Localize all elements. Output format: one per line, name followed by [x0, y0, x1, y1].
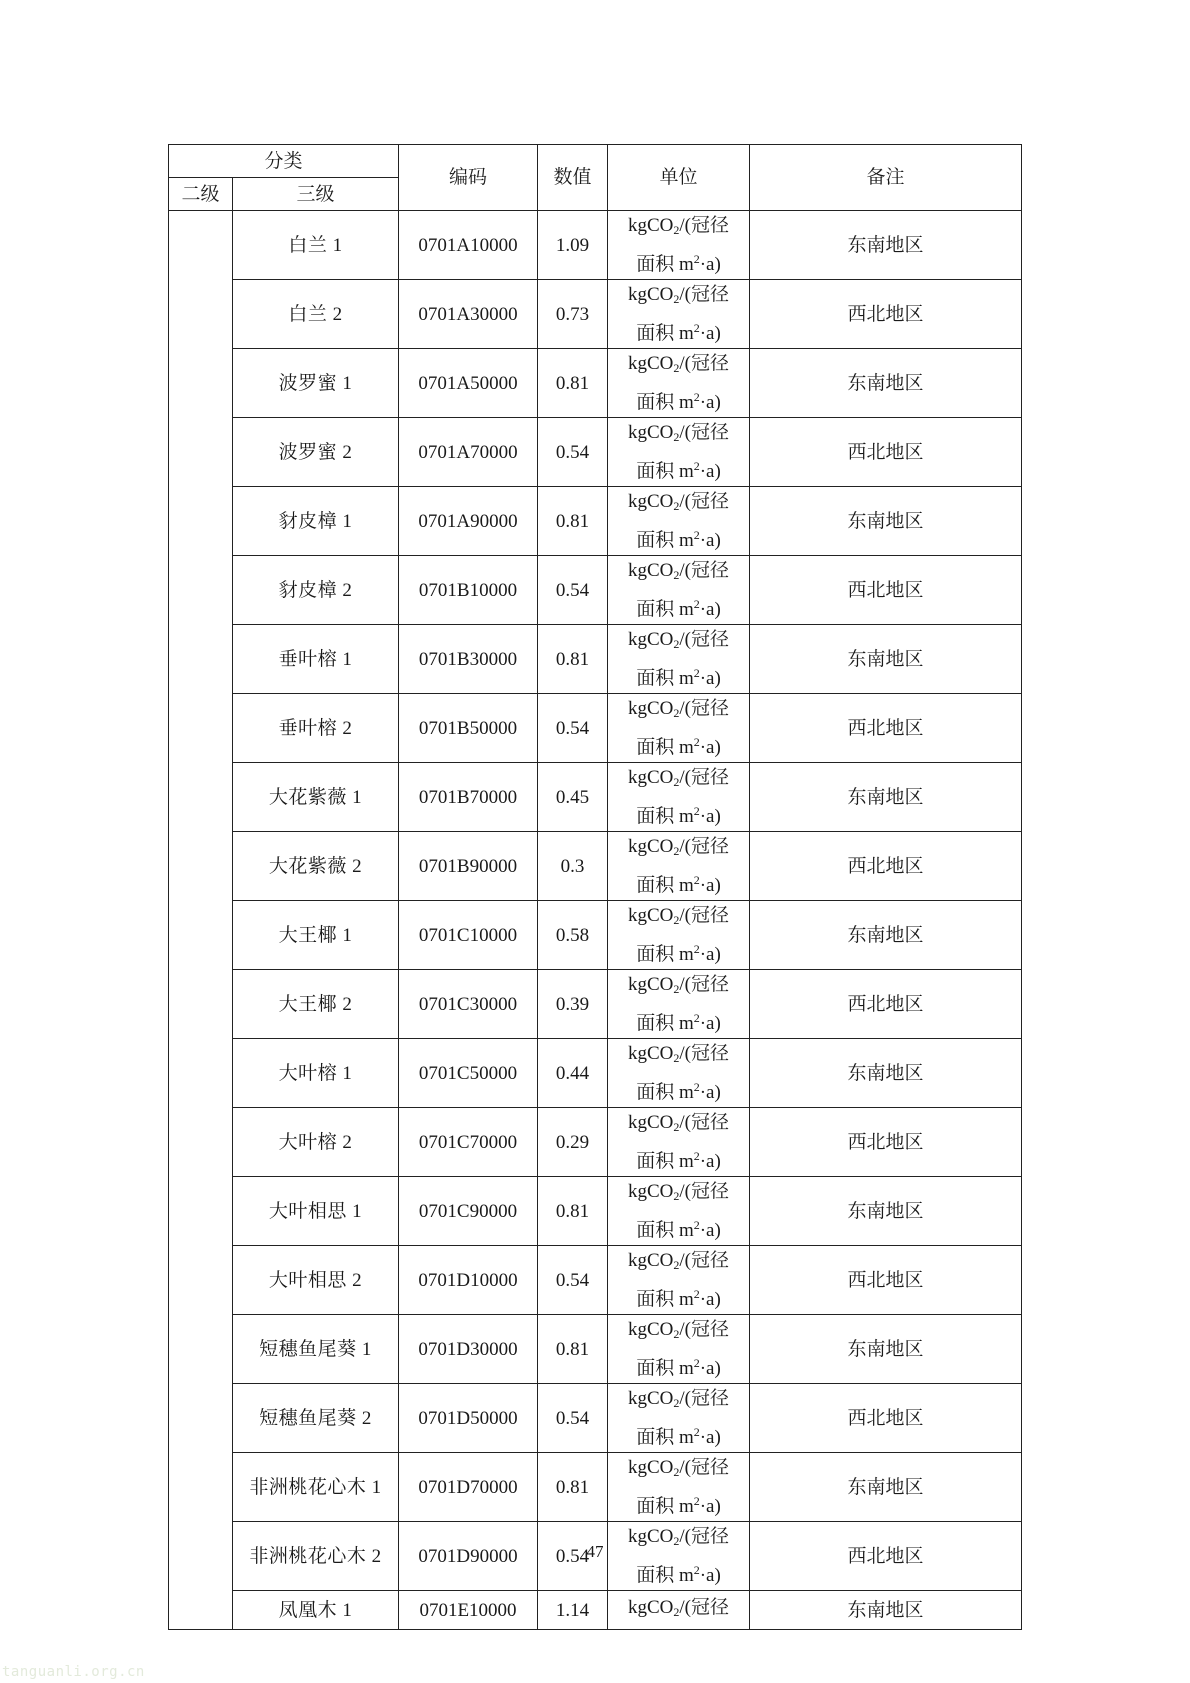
- unit-line-2: [608, 797, 749, 831]
- value-cell: 0.44: [538, 1039, 608, 1108]
- unit-line-2: [608, 1280, 749, 1314]
- unit-line-2: [608, 383, 749, 417]
- unit-line-2: [608, 1349, 749, 1383]
- value-cell: 0.29: [538, 1108, 608, 1177]
- note-cell: 东南地区: [750, 1039, 1022, 1108]
- code-cell: 0701C50000: [399, 1039, 538, 1108]
- unit-line-1: [608, 1108, 749, 1142]
- value-cell: 0.39: [538, 970, 608, 1039]
- unit-text: kgCO: [628, 974, 674, 995]
- unit-superscript: 2: [693, 390, 700, 404]
- unit-cell: [608, 763, 750, 832]
- unit-line-1: [608, 1039, 749, 1073]
- value-cell: 0.81: [538, 625, 608, 694]
- unit-line-1: [608, 1593, 749, 1627]
- unit-cell: [608, 1591, 750, 1630]
- unit-cell: [608, 970, 750, 1039]
- unit-subscript: 2: [673, 706, 680, 720]
- species-name-cell: 大叶榕 2: [233, 1108, 399, 1177]
- unit-text: kgCO: [628, 698, 674, 719]
- unit-subscript: 2: [673, 499, 680, 513]
- note-cell: 西北地区: [750, 694, 1022, 763]
- unit-text: /(冠径: [679, 353, 730, 374]
- unit-superscript: 2: [693, 597, 700, 611]
- unit-line-1: [608, 625, 749, 659]
- species-name-cell: 大叶相思 2: [233, 1246, 399, 1315]
- unit-line-1: [608, 901, 749, 935]
- unit-line-1: [608, 1384, 749, 1418]
- note-cell: 西北地区: [750, 1246, 1022, 1315]
- table-body: [169, 211, 1022, 1630]
- unit-subscript: 2: [673, 1534, 680, 1548]
- unit-text: kgCO: [628, 1181, 674, 1202]
- unit-line-2: [608, 1487, 749, 1521]
- code-cell: 0701C70000: [399, 1108, 538, 1177]
- unit-text: 面积 m: [636, 323, 694, 344]
- unit-line-1: [608, 1453, 749, 1487]
- table-row: [169, 487, 1022, 556]
- unit-text: kgCO: [628, 353, 674, 374]
- unit-subscript: 2: [673, 844, 680, 858]
- unit-cell: [608, 280, 750, 349]
- header-value: 数值: [538, 145, 608, 211]
- unit-line-2: [608, 314, 749, 348]
- unit-text: kgCO: [628, 1043, 674, 1064]
- unit-cell: [608, 418, 750, 487]
- unit-text: /(冠径: [679, 1319, 730, 1340]
- unit-line-1: [608, 1315, 749, 1349]
- unit-text: /(冠径: [679, 1250, 730, 1271]
- header-category: 分类: [169, 145, 399, 178]
- value-cell: 0.58: [538, 901, 608, 970]
- unit-superscript: 2: [693, 873, 700, 887]
- note-cell: 东南地区: [750, 211, 1022, 280]
- unit-cell: [608, 832, 750, 901]
- code-cell: 0701B10000: [399, 556, 538, 625]
- unit-text: kgCO: [628, 905, 674, 926]
- unit-text: 面积 m: [636, 875, 694, 896]
- unit-text: /(冠径: [679, 1526, 730, 1547]
- unit-text: 面积 m: [636, 1427, 694, 1448]
- unit-text: kgCO: [628, 1597, 674, 1618]
- unit-text: ·a): [699, 1565, 721, 1586]
- unit-line-1: [608, 970, 749, 1004]
- unit-line-2: [608, 1004, 749, 1038]
- species-name-cell: 波罗蜜 2: [233, 418, 399, 487]
- table-row: [169, 556, 1022, 625]
- unit-superscript: 2: [693, 1563, 700, 1577]
- unit-cell: [608, 1453, 750, 1522]
- unit-line-1: [608, 1246, 749, 1280]
- value-cell: 1.09: [538, 211, 608, 280]
- value-cell: 0.54: [538, 418, 608, 487]
- unit-text: ·a): [699, 668, 721, 689]
- unit-text: /(冠径: [679, 836, 730, 857]
- species-name-cell: 短穗鱼尾葵 1: [233, 1315, 399, 1384]
- value-cell: 0.54: [538, 694, 608, 763]
- unit-subscript: 2: [673, 1327, 680, 1341]
- unit-text: /(冠径: [679, 905, 730, 926]
- unit-text: /(冠径: [679, 974, 730, 995]
- unit-superscript: 2: [693, 528, 700, 542]
- unit-text: 面积 m: [636, 737, 694, 758]
- unit-line-2: [608, 452, 749, 486]
- unit-text: 面积 m: [636, 1358, 694, 1379]
- table-row: [169, 349, 1022, 418]
- unit-line-2: [608, 590, 749, 624]
- unit-text: ·a): [699, 392, 721, 413]
- unit-line-1: [608, 418, 749, 452]
- unit-text: /(冠径: [679, 1181, 730, 1202]
- species-name-cell: 非洲桃花心木 1: [233, 1453, 399, 1522]
- unit-subscript: 2: [673, 913, 680, 927]
- table-row: [169, 1246, 1022, 1315]
- unit-line-2: [608, 1418, 749, 1452]
- table-row: [169, 694, 1022, 763]
- unit-text: kgCO: [628, 422, 674, 443]
- unit-line-1: [608, 349, 749, 383]
- header-row-1: [169, 145, 1022, 178]
- unit-cell: [608, 556, 750, 625]
- unit-text: ·a): [699, 1013, 721, 1034]
- unit-text: /(冠径: [679, 1597, 730, 1618]
- unit-cell: [608, 1315, 750, 1384]
- note-cell: 西北地区: [750, 280, 1022, 349]
- unit-subscript: 2: [673, 292, 680, 306]
- unit-text: ·a): [699, 1358, 721, 1379]
- unit-superscript: 2: [693, 459, 700, 473]
- table-row: [169, 1453, 1022, 1522]
- note-cell: 东南地区: [750, 1453, 1022, 1522]
- unit-text: kgCO: [628, 1457, 674, 1478]
- unit-line-2: [608, 659, 749, 693]
- table-row: [169, 901, 1022, 970]
- unit-text: 面积 m: [636, 1151, 694, 1172]
- note-cell: 东南地区: [750, 1177, 1022, 1246]
- unit-cell: [608, 1108, 750, 1177]
- unit-text: kgCO: [628, 1250, 674, 1271]
- unit-subscript: 2: [673, 1465, 680, 1479]
- value-cell: 0.81: [538, 1177, 608, 1246]
- unit-cell: [608, 211, 750, 280]
- code-cell: 0701A90000: [399, 487, 538, 556]
- unit-superscript: 2: [693, 1080, 700, 1094]
- unit-text: 面积 m: [636, 254, 694, 275]
- note-cell: 西北地区: [750, 1522, 1022, 1591]
- header-level2: 二级: [169, 178, 233, 211]
- table-row: [169, 1039, 1022, 1108]
- value-cell: 0.54: [538, 1522, 608, 1591]
- unit-text: /(冠径: [679, 1388, 730, 1409]
- code-cell: 0701B70000: [399, 763, 538, 832]
- table-row: [169, 970, 1022, 1039]
- unit-cell: [608, 694, 750, 763]
- unit-line-1: [608, 211, 749, 245]
- unit-text: /(冠径: [679, 629, 730, 650]
- unit-text: kgCO: [628, 1526, 674, 1547]
- unit-text: kgCO: [628, 836, 674, 857]
- value-cell: 1.14: [538, 1591, 608, 1630]
- unit-text: /(冠径: [679, 491, 730, 512]
- note-cell: 西北地区: [750, 1384, 1022, 1453]
- unit-superscript: 2: [693, 1425, 700, 1439]
- table-row: [169, 1177, 1022, 1246]
- code-cell: 0701A70000: [399, 418, 538, 487]
- note-cell: 西北地区: [750, 1108, 1022, 1177]
- unit-text: /(冠径: [679, 698, 730, 719]
- unit-line-2: [608, 935, 749, 969]
- unit-text: 面积 m: [636, 599, 694, 620]
- unit-text: ·a): [699, 1082, 721, 1103]
- value-cell: 0.45: [538, 763, 608, 832]
- code-cell: 0701C90000: [399, 1177, 538, 1246]
- unit-text: ·a): [699, 461, 721, 482]
- note-cell: 东南地区: [750, 1591, 1022, 1630]
- code-cell: 0701B90000: [399, 832, 538, 901]
- unit-text: 面积 m: [636, 1565, 694, 1586]
- unit-subscript: 2: [673, 430, 680, 444]
- unit-text: ·a): [699, 1220, 721, 1241]
- value-cell: 0.54: [538, 1246, 608, 1315]
- value-cell: 0.81: [538, 1453, 608, 1522]
- unit-superscript: 2: [693, 1356, 700, 1370]
- note-cell: 西北地区: [750, 970, 1022, 1039]
- species-name-cell: 凤凰木 1: [233, 1591, 399, 1630]
- unit-superscript: 2: [693, 1149, 700, 1163]
- code-cell: 0701B50000: [399, 694, 538, 763]
- unit-line-2: [608, 245, 749, 279]
- unit-text: ·a): [699, 1151, 721, 1172]
- header-level3: 三级: [233, 178, 399, 211]
- species-name-cell: 豺皮樟 2: [233, 556, 399, 625]
- unit-text: 面积 m: [636, 461, 694, 482]
- note-cell: 西北地区: [750, 418, 1022, 487]
- unit-superscript: 2: [693, 1287, 700, 1301]
- species-name-cell: 波罗蜜 1: [233, 349, 399, 418]
- unit-line-1: [608, 1177, 749, 1211]
- page-number: 47: [586, 1542, 604, 1561]
- table-row: [169, 1315, 1022, 1384]
- unit-text: ·a): [699, 599, 721, 620]
- note-cell: 东南地区: [750, 763, 1022, 832]
- unit-text: ·a): [699, 1496, 721, 1517]
- value-cell: 0.54: [538, 556, 608, 625]
- unit-line-1: [608, 556, 749, 590]
- unit-superscript: 2: [693, 735, 700, 749]
- unit-line-1: [608, 280, 749, 314]
- unit-line-1: [608, 694, 749, 728]
- unit-line-2: [608, 1142, 749, 1176]
- unit-superscript: 2: [693, 252, 700, 266]
- unit-subscript: 2: [673, 1258, 680, 1272]
- unit-text: /(冠径: [679, 560, 730, 581]
- species-name-cell: 大王椰 2: [233, 970, 399, 1039]
- unit-text: ·a): [699, 875, 721, 896]
- unit-subscript: 2: [673, 1396, 680, 1410]
- species-name-cell: 大花紫薇 2: [233, 832, 399, 901]
- value-cell: 0.81: [538, 349, 608, 418]
- code-cell: 0701D70000: [399, 1453, 538, 1522]
- value-cell: 0.54: [538, 1384, 608, 1453]
- unit-text: ·a): [699, 1427, 721, 1448]
- note-cell: 东南地区: [750, 625, 1022, 694]
- watermark: tanguanli.org.cn: [2, 1664, 145, 1680]
- note-cell: 东南地区: [750, 1315, 1022, 1384]
- note-cell: 东南地区: [750, 901, 1022, 970]
- species-name-cell: 白兰 1: [233, 211, 399, 280]
- species-name-cell: 大叶相思 1: [233, 1177, 399, 1246]
- species-name-cell: 垂叶榕 1: [233, 625, 399, 694]
- unit-text: kgCO: [628, 560, 674, 581]
- species-name-cell: 非洲桃花心木 2: [233, 1522, 399, 1591]
- species-name-cell: 豺皮樟 1: [233, 487, 399, 556]
- unit-text: 面积 m: [636, 668, 694, 689]
- code-cell: 0701A10000: [399, 211, 538, 280]
- unit-subscript: 2: [673, 223, 680, 237]
- unit-subscript: 2: [673, 637, 680, 651]
- unit-text: kgCO: [628, 491, 674, 512]
- value-cell: 0.3: [538, 832, 608, 901]
- unit-text: kgCO: [628, 1319, 674, 1340]
- unit-text: 面积 m: [636, 1496, 694, 1517]
- unit-subscript: 2: [673, 361, 680, 375]
- unit-superscript: 2: [693, 1218, 700, 1232]
- unit-text: 面积 m: [636, 944, 694, 965]
- header-note: 备注: [750, 145, 1022, 211]
- unit-text: ·a): [699, 944, 721, 965]
- table-row: [169, 763, 1022, 832]
- species-name-cell: 白兰 2: [233, 280, 399, 349]
- unit-superscript: 2: [693, 942, 700, 956]
- table-row: [169, 1384, 1022, 1453]
- unit-text: 面积 m: [636, 1220, 694, 1241]
- species-name-cell: 垂叶榕 2: [233, 694, 399, 763]
- unit-text: /(冠径: [679, 215, 730, 236]
- unit-line-2: [608, 866, 749, 900]
- note-cell: 西北地区: [750, 832, 1022, 901]
- code-cell: 0701D50000: [399, 1384, 538, 1453]
- code-cell: 0701A50000: [399, 349, 538, 418]
- species-name-cell: 大叶榕 1: [233, 1039, 399, 1108]
- value-cell: 0.73: [538, 280, 608, 349]
- unit-cell: [608, 487, 750, 556]
- unit-text: 面积 m: [636, 1082, 694, 1103]
- table-row: [169, 1591, 1022, 1630]
- header-code: 编码: [399, 145, 538, 211]
- unit-text: /(冠径: [679, 1112, 730, 1133]
- unit-text: ·a): [699, 1289, 721, 1310]
- unit-superscript: 2: [693, 1494, 700, 1508]
- unit-text: 面积 m: [636, 1289, 694, 1310]
- note-cell: 东南地区: [750, 349, 1022, 418]
- unit-line-1: [608, 763, 749, 797]
- unit-text: kgCO: [628, 215, 674, 236]
- unit-subscript: 2: [673, 775, 680, 789]
- code-cell: 0701D10000: [399, 1246, 538, 1315]
- table-row: [169, 625, 1022, 694]
- unit-text: ·a): [699, 323, 721, 344]
- unit-superscript: 2: [693, 666, 700, 680]
- unit-subscript: 2: [673, 1189, 680, 1203]
- code-cell: 0701E10000: [399, 1591, 538, 1630]
- unit-cell: [608, 1246, 750, 1315]
- unit-superscript: 2: [693, 1011, 700, 1025]
- unit-subscript: 2: [673, 1120, 680, 1134]
- code-cell: 0701C30000: [399, 970, 538, 1039]
- table-row: [169, 832, 1022, 901]
- note-cell: 东南地区: [750, 487, 1022, 556]
- species-name-cell: 大王椰 1: [233, 901, 399, 970]
- unit-text: /(冠径: [679, 284, 730, 305]
- table-row: [169, 418, 1022, 487]
- unit-text: kgCO: [628, 1112, 674, 1133]
- unit-line-2: [608, 1073, 749, 1107]
- unit-text: /(冠径: [679, 422, 730, 443]
- unit-cell: [608, 625, 750, 694]
- unit-line-2: [608, 521, 749, 555]
- unit-subscript: 2: [673, 1605, 680, 1619]
- unit-line-1: [608, 832, 749, 866]
- unit-text: kgCO: [628, 767, 674, 788]
- code-cell: 0701D90000: [399, 1522, 538, 1591]
- unit-cell: [608, 349, 750, 418]
- unit-text: kgCO: [628, 1388, 674, 1409]
- unit-subscript: 2: [673, 568, 680, 582]
- unit-superscript: 2: [693, 804, 700, 818]
- level2-cell: [169, 211, 233, 1630]
- species-name-cell: 短穗鱼尾葵 2: [233, 1384, 399, 1453]
- unit-text: 面积 m: [636, 806, 694, 827]
- unit-text: /(冠径: [679, 1043, 730, 1064]
- table-row: [169, 211, 1022, 280]
- unit-subscript: 2: [673, 1051, 680, 1065]
- note-cell: 西北地区: [750, 556, 1022, 625]
- table-row: [169, 280, 1022, 349]
- code-cell: 0701C10000: [399, 901, 538, 970]
- unit-subscript: 2: [673, 982, 680, 996]
- unit-text: /(冠径: [679, 1457, 730, 1478]
- unit-text: ·a): [699, 737, 721, 758]
- unit-text: ·a): [699, 254, 721, 275]
- unit-text: 面积 m: [636, 1013, 694, 1034]
- unit-superscript: 2: [693, 321, 700, 335]
- unit-line-2: [608, 1211, 749, 1245]
- unit-text: kgCO: [628, 629, 674, 650]
- species-name-cell: 大花紫薇 1: [233, 763, 399, 832]
- value-cell: 0.81: [538, 487, 608, 556]
- unit-text: 面积 m: [636, 392, 694, 413]
- unit-text: 面积 m: [636, 530, 694, 551]
- unit-text: /(冠径: [679, 767, 730, 788]
- unit-text: ·a): [699, 530, 721, 551]
- unit-line-1: [608, 487, 749, 521]
- header-unit: 单位: [608, 145, 750, 211]
- unit-cell: [608, 1039, 750, 1108]
- code-cell: 0701B30000: [399, 625, 538, 694]
- table-row: [169, 1108, 1022, 1177]
- unit-line-2: [608, 728, 749, 762]
- unit-text: ·a): [699, 806, 721, 827]
- unit-text: kgCO: [628, 284, 674, 305]
- unit-cell: [608, 1384, 750, 1453]
- unit-cell: [608, 1177, 750, 1246]
- unit-cell: [608, 901, 750, 970]
- code-cell: 0701A30000: [399, 280, 538, 349]
- code-cell: 0701D30000: [399, 1315, 538, 1384]
- emission-factor-table: [168, 144, 1022, 1630]
- value-cell: 0.81: [538, 1315, 608, 1384]
